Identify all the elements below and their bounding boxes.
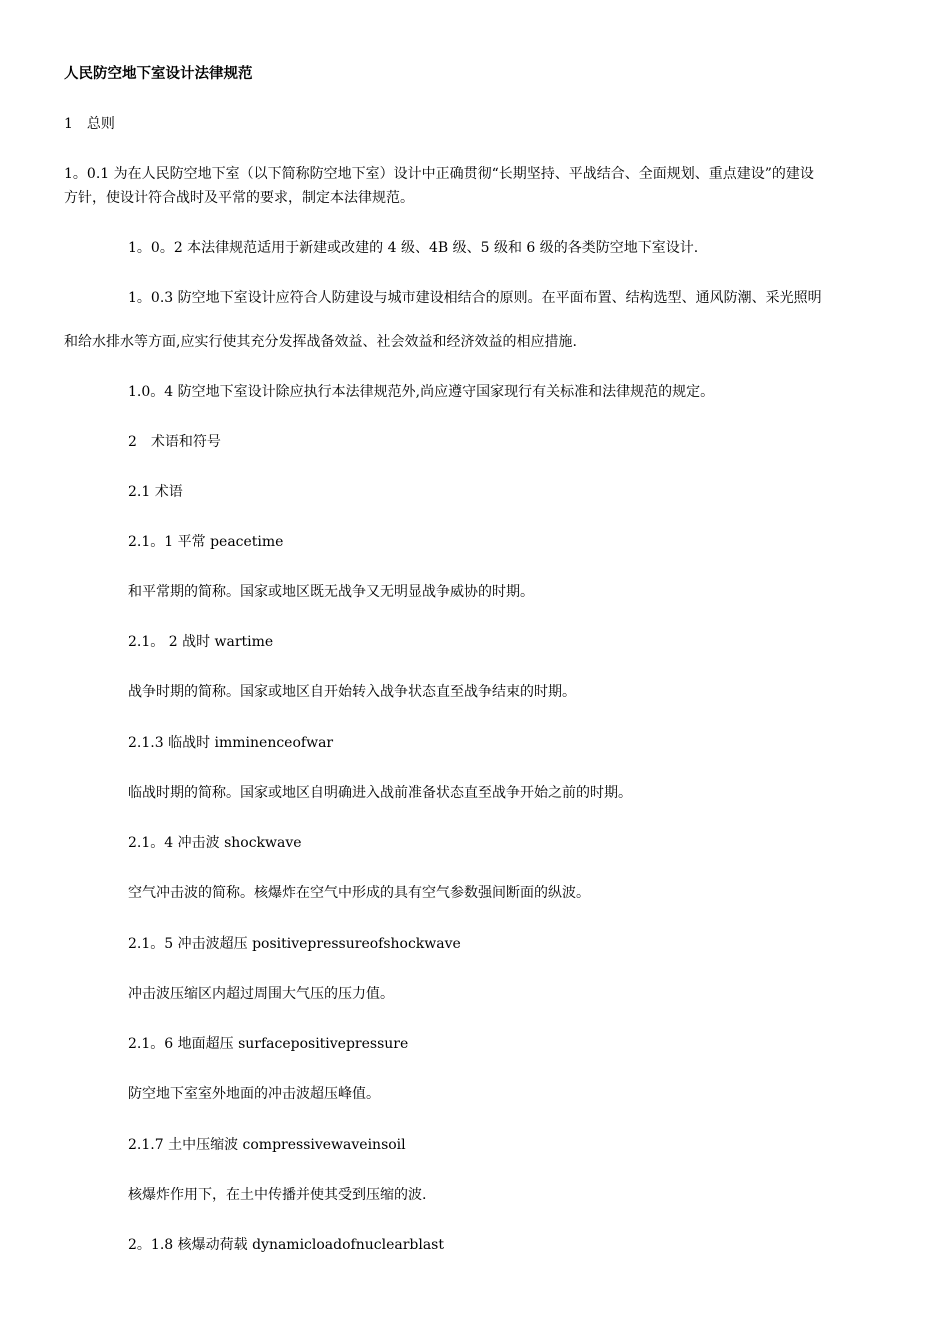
clause-1-0-3-line2: 和给水排水等方面,应实行使其充分发挥战备效益、社会效益和经济效益的相应措施.	[64, 334, 577, 350]
term-2-1-4: 2.1。4 冲击波 shockwave	[128, 835, 302, 851]
clause-1-0-2: 1。0。2 本法律规范适用于新建或改建的 4 级、4B 级、5 级和 6 级的各类防空地下室设计.	[128, 240, 699, 256]
term-2-1-8: 2。1.8 核爆动荷载 dynamicloadofnuclearblast	[128, 1237, 444, 1253]
definition-2-1-5: 冲击波压缩区内超过周围大气压的压力值。	[128, 986, 394, 1002]
term-2-1-1: 2.1。1 平常 peacetime	[128, 534, 284, 550]
section-heading-1: 1 总则	[64, 116, 115, 132]
term-2-1-6: 2.1。6 地面超压 surfacepositivepressure	[128, 1036, 409, 1052]
clause-1-0-4: 1.0。4 防空地下室设计除应执行本法律规范外,尚应遵守国家现行有关标准和法律规范的规定。	[128, 384, 715, 400]
clause-1-0-1-line1: 1。0.1 为在人民防空地下室（以下简称防空地下室）设计中正确贯彻“长期坚持、平战结合、全面规划、重点建设”的建设	[64, 166, 814, 182]
definition-2-1-3: 临战时期的简称。国家或地区自明确进入战前准备状态直至战争开始之前的时期。	[128, 785, 632, 801]
document-title: 人民防空地下室设计法律规范	[64, 65, 253, 82]
term-2-1-7: 2.1.7 土中压缩波 compressivewaveinsoil	[128, 1137, 406, 1153]
definition-2-1-2: 战争时期的简称。国家或地区自开始转入战争状态直至战争结束的时期。	[128, 684, 576, 700]
definition-2-1-1: 和平常期的简称。国家或地区既无战争又无明显战争威协的时期。	[128, 584, 534, 600]
term-2-1-3: 2.1.3 临战时 imminenceofwar	[128, 735, 334, 751]
definition-2-1-6: 防空地下室室外地面的冲击波超压峰值。	[128, 1086, 380, 1102]
subsection-heading-2-1: 2.1 术语	[128, 484, 183, 500]
clause-1-0-3-line1: 1。0.3 防空地下室设计应符合人防建设与城市建设相结合的原则。在平面布置、结构选型、通风防潮、采光照明	[128, 290, 822, 306]
definition-2-1-4: 空气冲击波的简称。核爆炸在空气中形成的具有空气参数强间断面的纵波。	[128, 885, 590, 901]
clause-1-0-1-line2: 方针，使设计符合战时及平常的要求，制定本法律规范。	[64, 190, 414, 206]
section-heading-2: 2 术语和符号	[128, 434, 221, 450]
term-2-1-2: 2.1。 2 战时 wartime	[128, 634, 274, 650]
definition-2-1-7: 核爆炸作用下，在土中传播并使其受到压缩的波.	[128, 1187, 427, 1203]
term-2-1-5: 2.1。5 冲击波超压 positivepressureofshockwave	[128, 936, 461, 952]
